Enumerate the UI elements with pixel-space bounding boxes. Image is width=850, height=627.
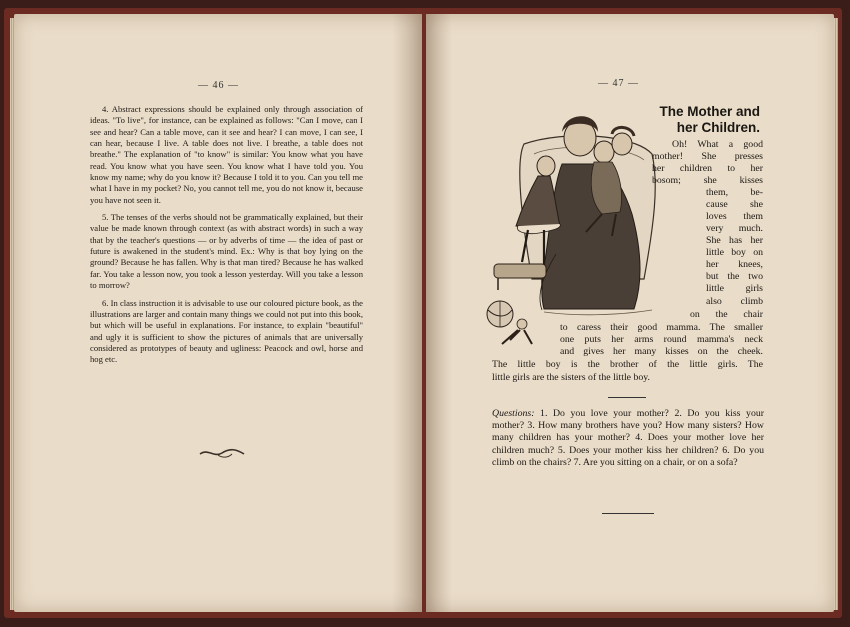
story-line-1: Oh! What a good <box>672 139 763 150</box>
story-line-4: bosom; she kisses <box>652 175 763 186</box>
questions-block <box>492 408 764 469</box>
paragraph-4: 4. Abstract expressions should be explained only through association of ideas. "To live", for instance, can be explained as follows: "Can I move, can I see and hear? Can a table move, can it see and hear? I can move, I can see, I can hear, because I live. A table does not live. I breathe, a table does not breathe." The explanation of "to know" is similar: You know what you have read. You know what you have seen. You know what I have told you. You know my name; why do you know it? Because I told it to you. Can you tell me what I have in my pocket? No, you cannot tell me, you do not know it, because you have not seen it. <box>90 104 363 205</box>
story-line-3: her children to her <box>652 163 763 174</box>
story-line-8: very much. <box>706 223 763 234</box>
story-line-14: also climb <box>706 296 763 307</box>
story-line-5: them, be- <box>706 187 763 198</box>
left-page-body <box>90 104 363 366</box>
story-line-9: She has her <box>706 235 763 246</box>
story-line-11: her knees, <box>706 259 763 270</box>
left-page-number: — 46 — <box>198 80 239 91</box>
right-page-number: — 47 — <box>598 78 639 89</box>
ornament-flourish <box>198 446 248 460</box>
section-divider <box>608 397 646 398</box>
story-line-18: and gives her many kisses on the cheek. <box>560 346 763 357</box>
end-divider <box>602 513 654 514</box>
story-line-15: on the chair <box>690 309 763 320</box>
story-line-19: The little boy is the brother of the little girls. The <box>492 359 763 370</box>
story-line-13: little girls <box>706 283 763 294</box>
story-line-2: mother! She presses <box>652 151 763 162</box>
story-title-line-1: The Mother and <box>659 104 760 119</box>
story-line-7: loves them <box>706 211 763 222</box>
questions-text: 1. Do you love your mother? 2. Do you kiss your mother? 3. How many brothers have you? How many sisters? How many children has your mother? 4. Does your mother love her children much? 5. Does your mother kiss her children? 6. Do you climb on the chairs? 7. Are you sitting on a chair, or on a sofa? <box>492 408 765 468</box>
story-line-6: cause she <box>706 199 763 210</box>
paragraph-6: 6. In class instruction it is advisable to use our coloured picture book, as the illustrations are larger and contain many things we could not put into this book, but which will be useful in explanations. For instance, to explain "beautiful" and ugly it is sufficient to show the pictures of animals that are universally considered as prototypes of beauty and ugliness: Peacock and owl, horse and hog etc. <box>90 297 363 365</box>
paragraph-5: 5. The tenses of the verbs should not be grammatically explained, but their value be made known through context (as with abstract words) in such a way that by the teacher's questions — or by adverbs of time — the idea of past or future is awakened in the student's mind. Ex.: Why is that boy lying on the ground? Because he has fallen. Why is that man tired? Because he has walked far. You take a lesson now, you took a lesson yesterday. Will you take a lesson to morrow? <box>90 212 363 291</box>
story-line-12: but the two <box>706 271 763 282</box>
story-line-10: little boy on <box>706 247 763 258</box>
story-title-line-2: her Children. <box>676 120 760 135</box>
mother-children-illustration <box>484 104 674 356</box>
questions-label: Questions: <box>492 408 535 419</box>
story-line-16: to caress their good mamma. The smaller <box>560 322 763 333</box>
story-line-20: little girls are the sisters of the little boy. <box>492 372 650 383</box>
story-line-17: one puts her arms round mamma's neck <box>560 334 763 345</box>
